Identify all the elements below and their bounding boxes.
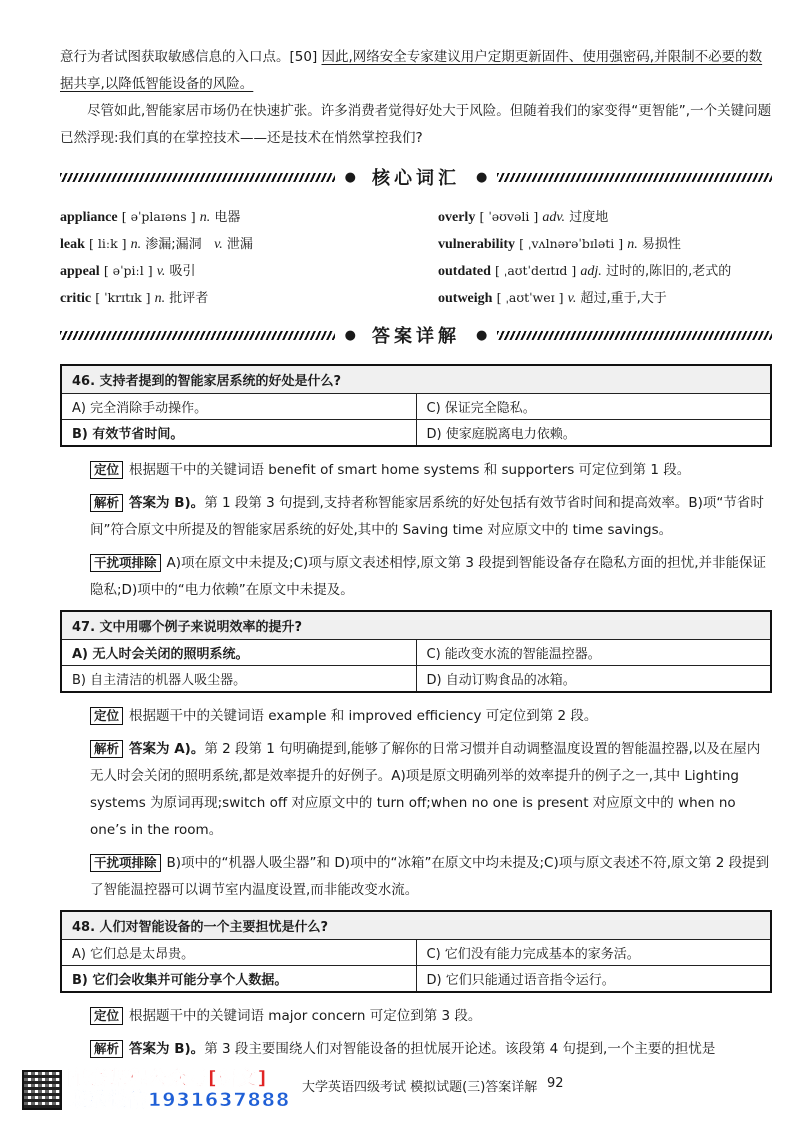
bullet-dot-icon: ● [476,327,488,343]
vocab-item: leak [ liːk ] n. 渗漏;漏洞 v. 泄漏 [60,236,253,252]
analysis-tag: 解析 [90,740,123,758]
question-title: 46. 支持者提到的智能家居系统的好处是什么? [61,365,771,394]
page-number: 92 [547,1076,564,1091]
option-d: D) 它们只能通过语音指令运行。 [416,966,771,993]
watermark-wechat: 配套课程公众号[研文] [68,1067,268,1089]
locate-tag: 定位 [90,1007,123,1025]
question-47-table [60,610,772,693]
vocab-item: critic [ ˈkrɪtɪk ] n. 批评者 [60,290,209,306]
answer-label: 答案为 A)。 [129,741,205,757]
answer-label: 答案为 B)。 [129,1041,205,1057]
option-a: A) 它们总是太昂贵。 [61,940,416,966]
hatch-decoration-right [497,331,772,340]
distractor-note: 干扰项排除 A)项在原文中未提及;C)项与原文表述相悖,原文第 3 段提到智能设备存在隐私方面的担忧,并非能保证隐私;D)项中的“电力依赖”在原文中未提及。 [90,555,767,598]
locate-note: 定位 根据题干中的关键词语 benefit of smart home systems 和 supporters 可定位到第 1 段。 [60,457,772,484]
qr-code-icon[interactable] [22,1070,62,1110]
question-46-table [60,364,772,447]
option-a-correct: A) 无人时会关闭的照明系统。 [61,640,416,666]
hatch-decoration-left [60,331,335,340]
option-c: C) 保证完全隐私。 [416,394,771,420]
hatch-decoration-left [60,173,335,182]
analysis-tag: 解析 [90,1040,123,1058]
analysis-tag: 解析 [90,494,123,512]
option-c: C) 它们没有能力完成基本的家务活。 [416,940,771,966]
locate-note: 定位 根据题干中的关键词语 example 和 improved efficiency 可定位到第 2 段。 [60,703,772,730]
vocab-item: appeal [ əˈpiːl ] v. 吸引 [60,263,196,279]
option-d: D) 使家庭脱离电力依赖。 [416,420,771,447]
page-footer [20,1068,780,1112]
page-content [60,44,772,1069]
vocab-item: appliance [ əˈplaɪəns ] n. 电器 [60,209,241,225]
underlined-sentence-50: 因此,网络安全专家建议用户定期更新固件、使用强密码,并限制不必要的数据共享,以降低智能设备的风险。 [60,49,763,92]
distractor-note: 干扰项排除 B)项中的“机器人吸尘器”和 D)项中的“冰箱”在原文中均未提及;C)项与原文表述不符,原文第 2 段提到了智能温控器可以调节室内温度设置,而非能改变水流。 [90,855,770,898]
vocab-list [60,206,772,310]
option-a: A) 完全消除手动操作。 [61,394,416,420]
locate-tag: 定位 [90,707,123,725]
option-b-correct: B) 它们会收集并可能分享个人数据。 [61,966,416,993]
locate-note: 定位 根据题干中的关键词语 major concern 可定位到第 3 段。 [60,1003,772,1030]
vocab-section-banner [60,162,772,192]
question-title: 47. 文中用哪个例子来说明效率的提升? [61,611,771,640]
bullet-dot-icon: ● [344,327,356,343]
option-b: B) 自主清洁的机器人吸尘器。 [61,666,416,693]
answers-section-title: 答案详解 [372,326,460,347]
option-c: C) 能改变水流的智能温控器。 [416,640,771,666]
vocab-item: vulnerability [ ˌvʌlnərəˈbɪləti ] n. 易损性 [438,236,681,252]
answer-label: 答案为 B)。 [129,495,205,511]
vocab-item: outweigh [ ˌaʊtˈweɪ ] v. 超过,重于,大于 [438,290,667,306]
question-48-table [60,910,772,993]
intro-paragraph-2: 尽管如此,智能家居市场仍在快速扩张。许多消费者觉得好处大于风险。但随着我们的家变得“更智能”,一个关键问题已然浮现:我们真的在掌控技术——还是技术在悄然掌控我们? [60,103,772,146]
intro-paragraph-1: 意行为者试图获取敏感信息的入口点。[50] 因此,网络安全专家建议用户定期更新固件、使用强密码,并限制不必要的数据共享,以降低智能设备的风险。 [60,49,763,92]
answers-section-banner [60,320,772,350]
analysis-note: 解析 答案为 B)。第 3 段主要围绕人们对智能设备的担忧展开论述。该段第 4 句提到,一个主要的担忧是 [60,1036,772,1063]
distractor-tag: 干扰项排除 [90,554,161,572]
analysis-note: 解析 答案为 A)。第 2 段第 1 句明确提到,能够了解你的日常习惯并自动调整温度设置的智能温控器,以及在屋内无人时会关闭的照明系统,都是效率提升的好例子。A)项是原文明确列举的效率提升的例子之一,其中 Lighting systems 为原词再现;switch off 对应原文中的 turn off;when no one is present 对应原文中的 when no one’s in the room。 [90,741,761,838]
option-d: D) 自动订购食品的冰箱。 [416,666,771,693]
distractor-tag: 干扰项排除 [90,854,161,872]
option-b-correct: B) 有效节省时间。 [61,420,416,447]
bullet-dot-icon: ● [476,169,488,185]
watermark-contact: 联系微信1931637888 [68,1089,291,1111]
vocab-item: overly [ ˈəʊvəli ] adv. 过度地 [438,209,609,225]
analysis-note: 解析 答案为 B)。第 1 段第 3 句提到,支持者称智能家居系统的好处包括有效节省时间和提高效率。B)项“节省时间”符合原文中所提及的智能家居系统的好处,其中的 Saving time 对应原文中的 time savings。 [90,495,764,538]
bullet-dot-icon: ● [344,169,356,185]
vocab-item: outdated [ ˌaʊtˈdeɪtɪd ] adj. 过时的,陈旧的,老式的 [438,263,732,279]
locate-tag: 定位 [90,461,123,479]
hatch-decoration-right [497,173,772,182]
vocab-section-title: 核心词汇 [372,168,460,189]
footer-title: 大学英语四级考试 模拟试题(三)答案详解 [302,1080,538,1095]
question-title: 48. 人们对智能设备的一个主要担忧是什么? [61,911,771,940]
